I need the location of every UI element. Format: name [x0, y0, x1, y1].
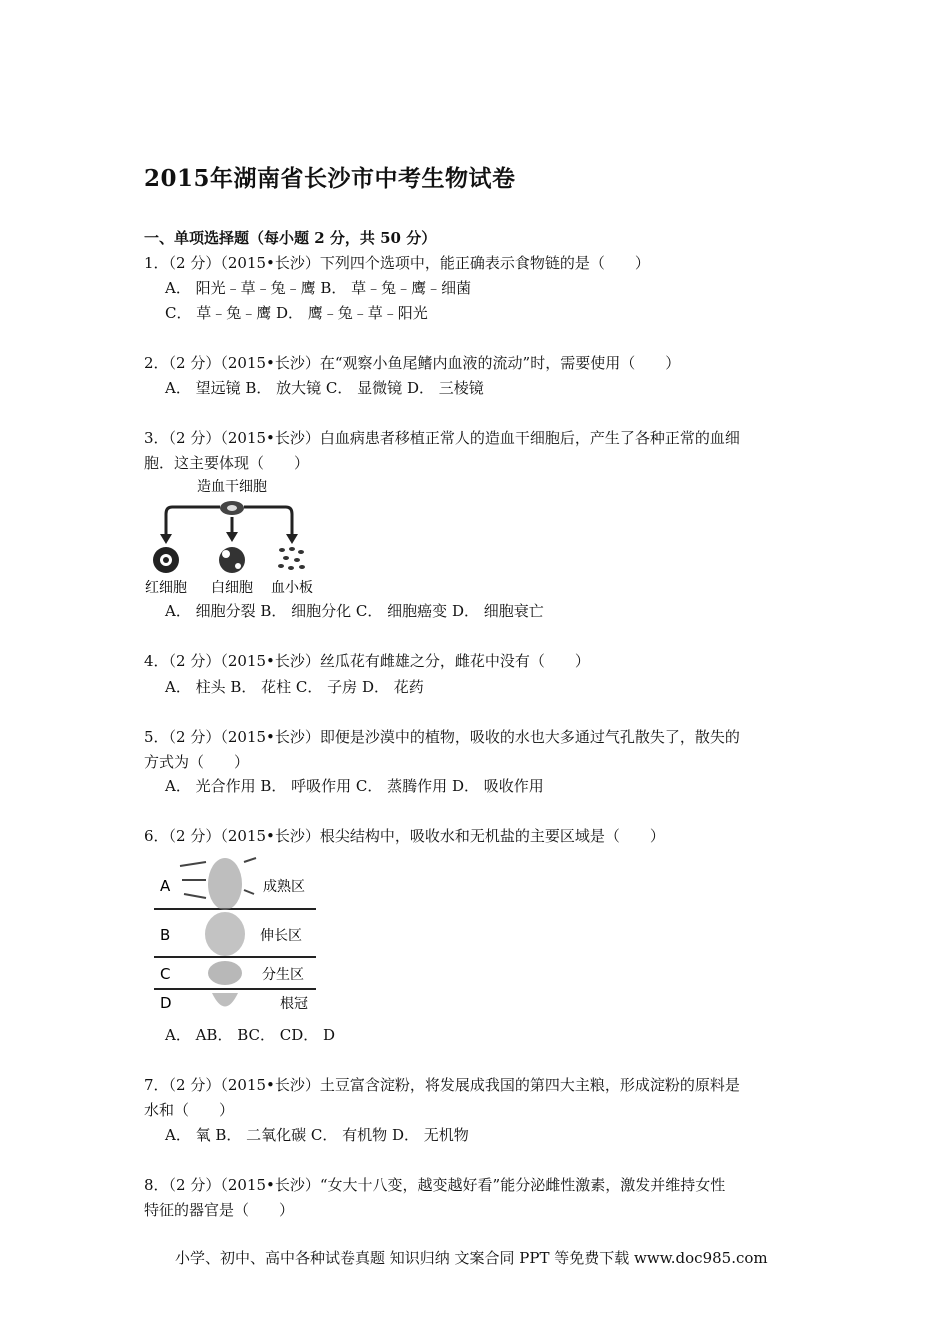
question-2: 2．（2 分）（2015•长沙）在“观察小鱼尾鳍内血液的流动”时，需要使用（ ） — [144, 354, 681, 372]
zone-c-label: 分生区 — [262, 967, 304, 983]
arrow-left — [166, 507, 220, 536]
zone-a-letter: A — [160, 877, 171, 895]
question-3: 3．（2 分）（2015•长沙）白血病患者移植正常人的造血干细胞后，产生了各种正常的血细 — [144, 429, 740, 447]
white-cell-label: 白细胞 — [211, 580, 253, 596]
question-1: 1．（2 分）（2015•长沙）下列四个选项中，能正确表示食物链的是（ ） — [144, 254, 650, 272]
zone-b-letter: B — [160, 926, 171, 944]
page-title: 2015年湖南省长沙市中考生物试卷 — [144, 165, 516, 192]
root-tip-diagram — [150, 850, 320, 1020]
question-1-options-row2: C． 草﹣兔﹣鹰 D． 鹰﹣兔﹣草﹣阳光 — [165, 304, 428, 322]
zone-a-label: 成熟区 — [263, 879, 305, 895]
zone-d-label: 根冠 — [280, 996, 308, 1012]
question-8: 8．（2 分）（2015•长沙）“女大十八变，越变越好看”能分泌雌性激素，激发并维持女性 — [144, 1176, 726, 1194]
question-5: 5．（2 分）（2015•长沙）即便是沙漠中的植物，吸收的水也大多通过气孔散失了，散失的 — [144, 728, 740, 746]
stem-cell-label: 造血干细胞 — [197, 479, 267, 495]
page-footer: 小学、初中、高中各种试卷真题 知识归纳 文案合同 PPT 等免费下载 www.doc985.com — [175, 1249, 768, 1267]
question-2-options: A． 望远镜 B． 放大镜 C． 显微镜 D． 三棱镜 — [165, 379, 484, 397]
arrow-right — [244, 507, 292, 536]
zone-d-letter: D — [160, 994, 172, 1012]
question-6-options: A． AB． BC． CD． D — [165, 1026, 336, 1044]
question-7-options: A． 氧 B． 二氧化碳 C． 有机物 D． 无机物 — [165, 1126, 469, 1144]
question-3-options: A． 细胞分裂 B． 细胞分化 C． 细胞癌变 D． 细胞衰亡 — [165, 602, 544, 620]
zone-c-letter: C — [160, 965, 171, 983]
question-4-options: A． 柱头 B． 花柱 C． 子房 D． 花药 — [165, 678, 424, 696]
question-8-continued: 特征的器官是（ ） — [144, 1201, 295, 1219]
platelet-icon — [278, 547, 305, 570]
section-heading: 一、单项选择题（每小题 2 分，共 50 分） — [144, 229, 437, 247]
question-7-continued: 水和（ ） — [144, 1101, 235, 1119]
root-tip-icon — [205, 858, 245, 1007]
platelet-label: 血小板 — [271, 580, 313, 596]
question-7: 7．（2 分）（2015•长沙）土豆富含淀粉，将发展成我国的第四大主粮，形成淀粉的原料是 — [144, 1076, 740, 1094]
question-5-continued: 方式为（ ） — [144, 753, 250, 771]
blood-cell-diagram — [140, 474, 340, 600]
zone-b-label: 伸长区 — [260, 928, 302, 944]
question-6: 6．（2 分）（2015•长沙）根尖结构中，吸收水和无机盐的主要区域是（ ） — [144, 827, 665, 845]
question-4: 4．（2 分）（2015•长沙）丝瓜花有雌雄之分，雌花中没有（ ） — [144, 652, 590, 670]
question-3-continued: 胞．这主要体现（ ） — [144, 454, 310, 472]
question-5-options: A． 光合作用 B． 呼吸作用 C． 蒸腾作用 D． 吸收作用 — [165, 777, 544, 795]
question-1-options-row1: A． 阳光﹣草﹣兔﹣鹰 B． 草﹣兔﹣鹰﹣细菌 — [165, 279, 472, 297]
white-blood-cell-icon — [219, 547, 245, 573]
red-cell-label: 红细胞 — [145, 580, 187, 596]
